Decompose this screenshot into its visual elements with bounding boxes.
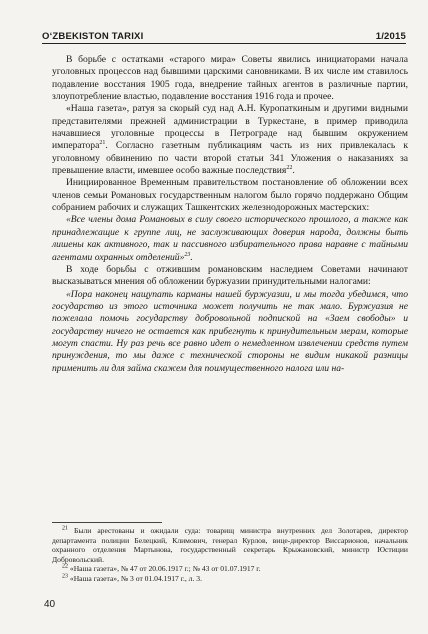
page-number: 40 — [44, 599, 56, 610]
footnote-22: $^{22}$ «Наша газета», № 47 от 20.06.1917 г.; № 43 от 01.07.1917 г. — [62, 563, 261, 574]
issue-number: 1/2015 — [375, 31, 406, 42]
quote-1: «Все члены дома Романовых в силу своего исторического прошлого, а также как принадлежащие к группе лиц, не заслуживающих доверия народа, должны быть лишены как активного, так и пассивного избирательного права наравне с тайными агентами охранных отделений»$^{23}$. — [52, 214, 408, 263]
paragraph-2: «Наша газета», ратуя за скорый суд над А.Н. Куропаткиным и другими видными представителями прежней администрации в Туркестане, в пример приводила начавшиеся уголовные процессы в Петрограде над бывшим окружением императора$^{21}$. Согласно газетным публикациям часть из них привлекалась к уголовному обвинению по части второй статьи 341 Уложения о наказаниях за превышение власти, имевшее особо важные последствия$^{22}$. — [52, 103, 408, 177]
footnote-ref-22: 22 — [286, 164, 293, 171]
article-body — [52, 54, 408, 375]
journal-title: O‘ZBEKISTON TARIXI — [42, 31, 144, 42]
footnotes — [52, 526, 408, 584]
footnote-23: $^{23}$ «Наша газета», № 3 от 01.04.1917 г., л. 3. — [62, 573, 202, 583]
header-rule — [42, 43, 406, 44]
footnote-ref-23: 23 — [184, 251, 191, 258]
footnote-21: $^{21}$ Были арестованы и ожидали суда: товарищ министра внутренних дел Золотарев, директор департамента полиции Белецкий, Климович, генерал Курлов, вице-директор Виссарионов, начальник охранного отделения Мартынова, государственный секретарь Крыжановский, министр Юстиции Добровольский. — [52, 525, 408, 564]
footnote-rule — [52, 522, 162, 523]
quote-2: «Пора наконец нащупать карманы нашей буржуазии, и мы тогда убедимся, что государство из этого источника может получить не так мало. Буржуазия не пожелала помочь государству добровольной подпиской на «Заем свободы» и государству ничего не остается как прибегнуть к принудительным мерам, которые могут спасти. Ну раз речь все равно идет о немедленном извлечении средств путем принуждения, то мы даже с технической стороны не видим никакой разницы применить ли для займа скажем для поимущественного налога или на- — [52, 288, 408, 374]
paragraph-1: В борьбе с остатками «старого мира» Советы явились инициаторами начала уголовных процессов над бывшими царскими сановниками. В их числе им ставилось подавление восстания 1905 года, внедрение тайных агентов в различные партии, злоупотребление властью, подавление восстания 1916 года и прочее. — [52, 54, 408, 103]
paragraph-3: Инициированное Временным правительством постановление об обложении всех членов семьи Романовых государственным налогом было горячо поддержано Общим собранием рабочих и служащих Ташкентских железнодорожных мастерских: — [52, 177, 408, 214]
paragraph-4: В ходе борьбы с отжившим романовским наследием Советами начинают высказываться мнения об обложении буржуазии принудительными налогами: — [52, 263, 408, 288]
running-header — [42, 28, 406, 42]
footnote-ref-21: 21 — [99, 140, 106, 147]
